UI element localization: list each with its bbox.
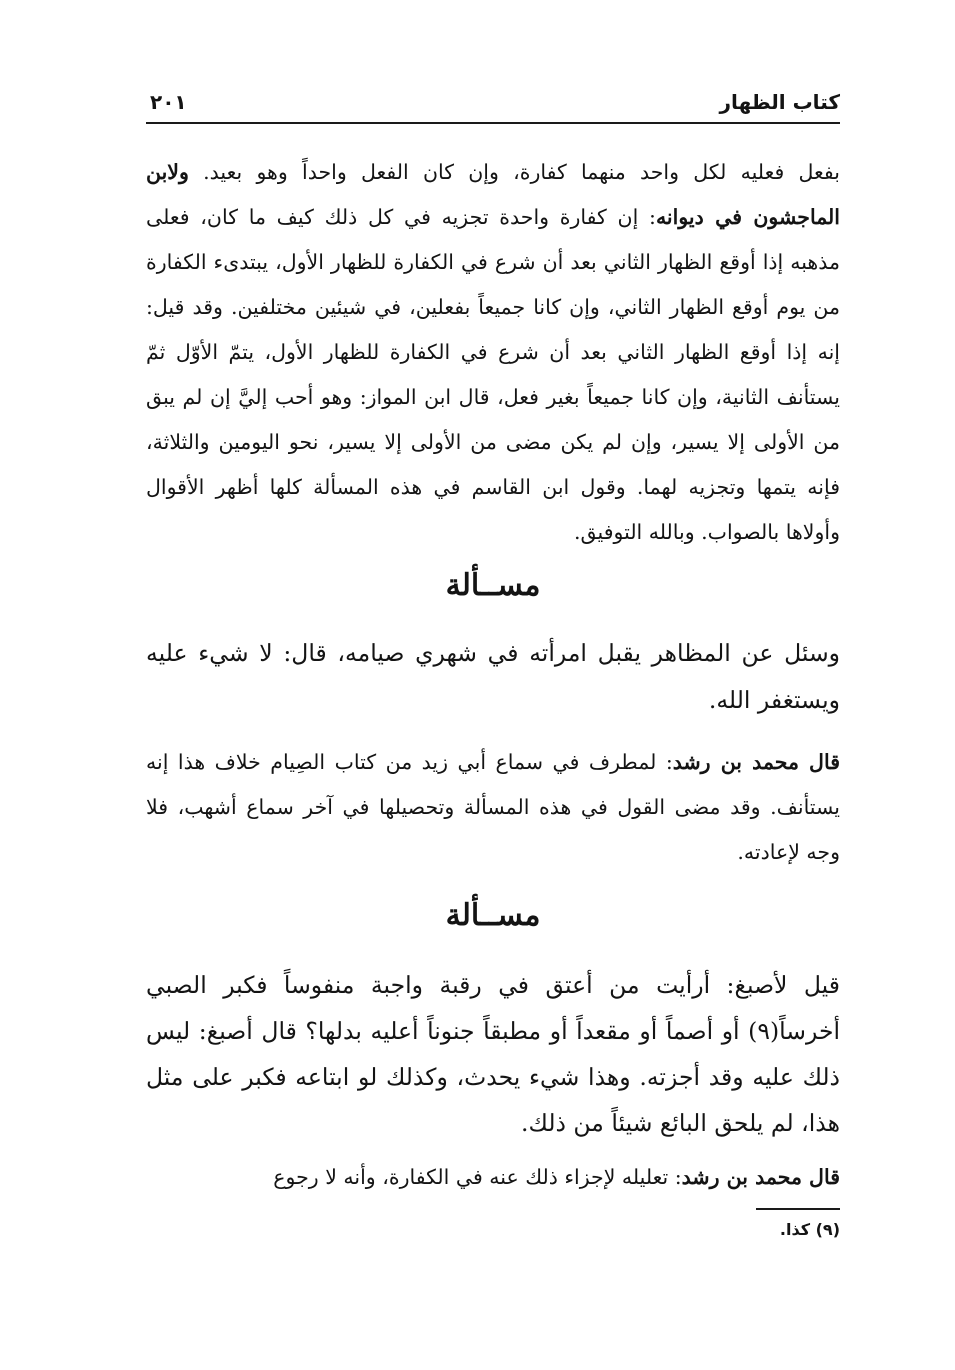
paragraph-3-text: : لمطرف في سماع أبي زيد من كتاب الصِيام خلاف هذا إنه يستأنف. وقد مضى القول في هذه المسألة وتحصيلها في آخر سماع أشهب، فلا وجه لإعادته. (146, 750, 840, 864)
paragraph-5 (146, 1155, 840, 1200)
paragraph-1-bold: ولابن الماجشون في ديوانه (146, 160, 840, 229)
paragraph-3 (146, 740, 840, 875)
footnote: (٩) كذا. (779, 1220, 840, 1239)
paragraph-1 (146, 150, 840, 555)
paragraph-5-bold: قال محمد بن رشد (681, 1165, 840, 1189)
paragraph-5-text: : تعليله لإجزاء ذلك عنه في الكفارة، وأنه لا رجوع (273, 1165, 682, 1189)
footnote-divider (756, 1208, 840, 1210)
paragraph-1-text-c: : إن كفارة واحدة تجزيه في كل ذلك كيف ما كان، فعلى مذهبه إذا أوقع الظهار الثاني بعد أن شرع في الكفارة للظهار الأول، يبتدىء الكفارة من يوم أوقع الظهار الثاني، وإن كانا جميعاً بفعلين، في شيئين مختلفين. وقد قيل: إنه إذا أوقع الظهار الثاني بعد أن شرع في الكفارة للظهار الأول، يتمّ الأوّل ثمّ يستأنف الثانية، وإن كانا جميعاً بغير فعل، قال ابن المواز: وهو أحب إليَّ إن لم يبق من الأولى إلا يسير، وإن لم يكن مضى من الأولى إلا يسير، نحو اليومين والثلاثة، فإنه يتمها وتجزيه لهما. وقول ابن القاسم في هذه المسألة كلها أظهر الأقوال وأولاها بالصواب. وبالله التوفيق. (146, 205, 840, 544)
paragraph-4: قيل لأصبغ: أرأيت من أعتق في رقبة واجبة منفوساً فكبر الصبي أخرساً(٩) أو أصماً أو مقعداً أو مطبقاً جنوناً أعليه بدلها؟ قال أصبغ: ليس ذلك عليه وقد أجزته. وهذا شيء يحدث، وكذلك لو ابتاعه فكبر على مثل هذا، لم يلحق البائع شيئاً من ذلك. (146, 971, 840, 1137)
paragraph-1-text-a: بفعل فعليه لكل واحد منهما كفارة، وإن كان الفعل واحداً وهو بعيد. (188, 160, 840, 184)
section-heading-1: مســألة (445, 568, 541, 603)
running-title: كتاب الظهار (719, 90, 840, 114)
page-header (146, 80, 840, 124)
section-heading-2: مســألة (445, 898, 541, 933)
paragraph-3-bold: قال محمد بن رشد (672, 750, 840, 774)
page-number: ٢٠١ (150, 90, 187, 114)
paragraph-2: وسئل عن المظاهر يقبل امرأته في شهري صيامه، قال: لا شيء عليه ويستغفر الله. (146, 639, 840, 714)
